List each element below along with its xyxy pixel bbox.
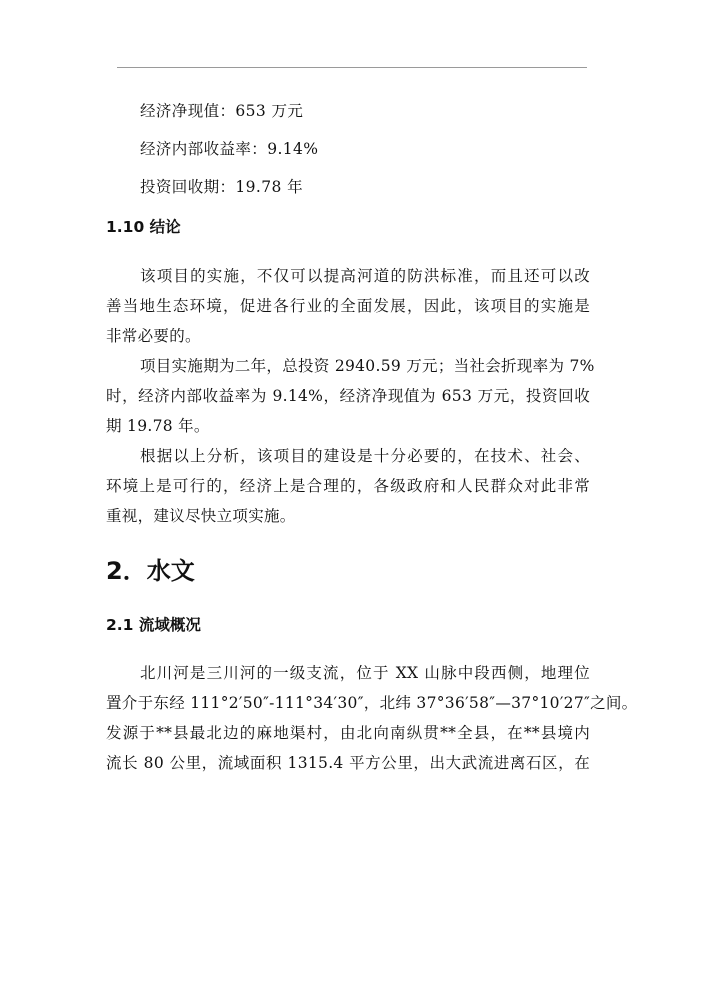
paragraph-line: 发源于**县最北边的麻地渠村，由北向南纵贯**全县，在**县境内 <box>106 724 590 742</box>
metric-irr: 经济内部收益率：9.14% <box>140 140 319 158</box>
metric-npv: 经济净现值：653 万元 <box>140 102 304 120</box>
paragraph-line: 置介于东经 111°2′50″-111°34′30″，北纬 37°36′58″—37°10′27″之间。 <box>106 694 638 712</box>
section-heading-1-10: 1.10 结论 <box>106 218 181 236</box>
header-rule <box>117 67 587 68</box>
paragraph-line: 该项目的实施，不仅可以提高河道的防洪标准，而且还可以改 <box>140 267 590 285</box>
paragraph-conclusion-3 <box>106 441 590 531</box>
paragraph-line: 重视，建议尽快立项实施。 <box>106 507 296 525</box>
paragraph-line: 期 19.78 年。 <box>106 417 210 435</box>
paragraph-line: 北川河是三川河的一级支流，位于 XX 山脉中段西侧，地理位 <box>140 664 590 682</box>
paragraph-conclusion-2 <box>106 351 595 441</box>
paragraph-conclusion-1 <box>106 261 590 351</box>
metric-payback: 投资回收期：19.78 年 <box>140 178 304 196</box>
chapter-heading-2: 2．水文 <box>106 557 195 585</box>
paragraph-line: 善当地生态环境，促进各行业的全面发展，因此，该项目的实施是 <box>106 297 590 315</box>
paragraph-line: 环境上是可行的，经济上是合理的，各级政府和人民群众对此非常 <box>106 477 590 495</box>
document-body <box>106 92 638 778</box>
paragraph-line: 根据以上分析，该项目的建设是十分必要的，在技术、社会、 <box>140 447 590 465</box>
paragraph-line: 时，经济内部收益率为 9.14%，经济净现值为 653 万元，投资回收 <box>106 387 590 405</box>
paragraph-line: 非常必要的。 <box>106 327 201 345</box>
section-heading-2-1: 2.1 流域概况 <box>106 616 201 634</box>
paragraph-watershed-overview <box>106 658 638 778</box>
paragraph-line: 流长 80 公里，流域面积 1315.4 平方公里，出大武流进离石区，在 <box>106 754 590 772</box>
paragraph-line: 项目实施期为二年，总投资 2940.59 万元；当社会折现率为 7% <box>140 357 595 375</box>
